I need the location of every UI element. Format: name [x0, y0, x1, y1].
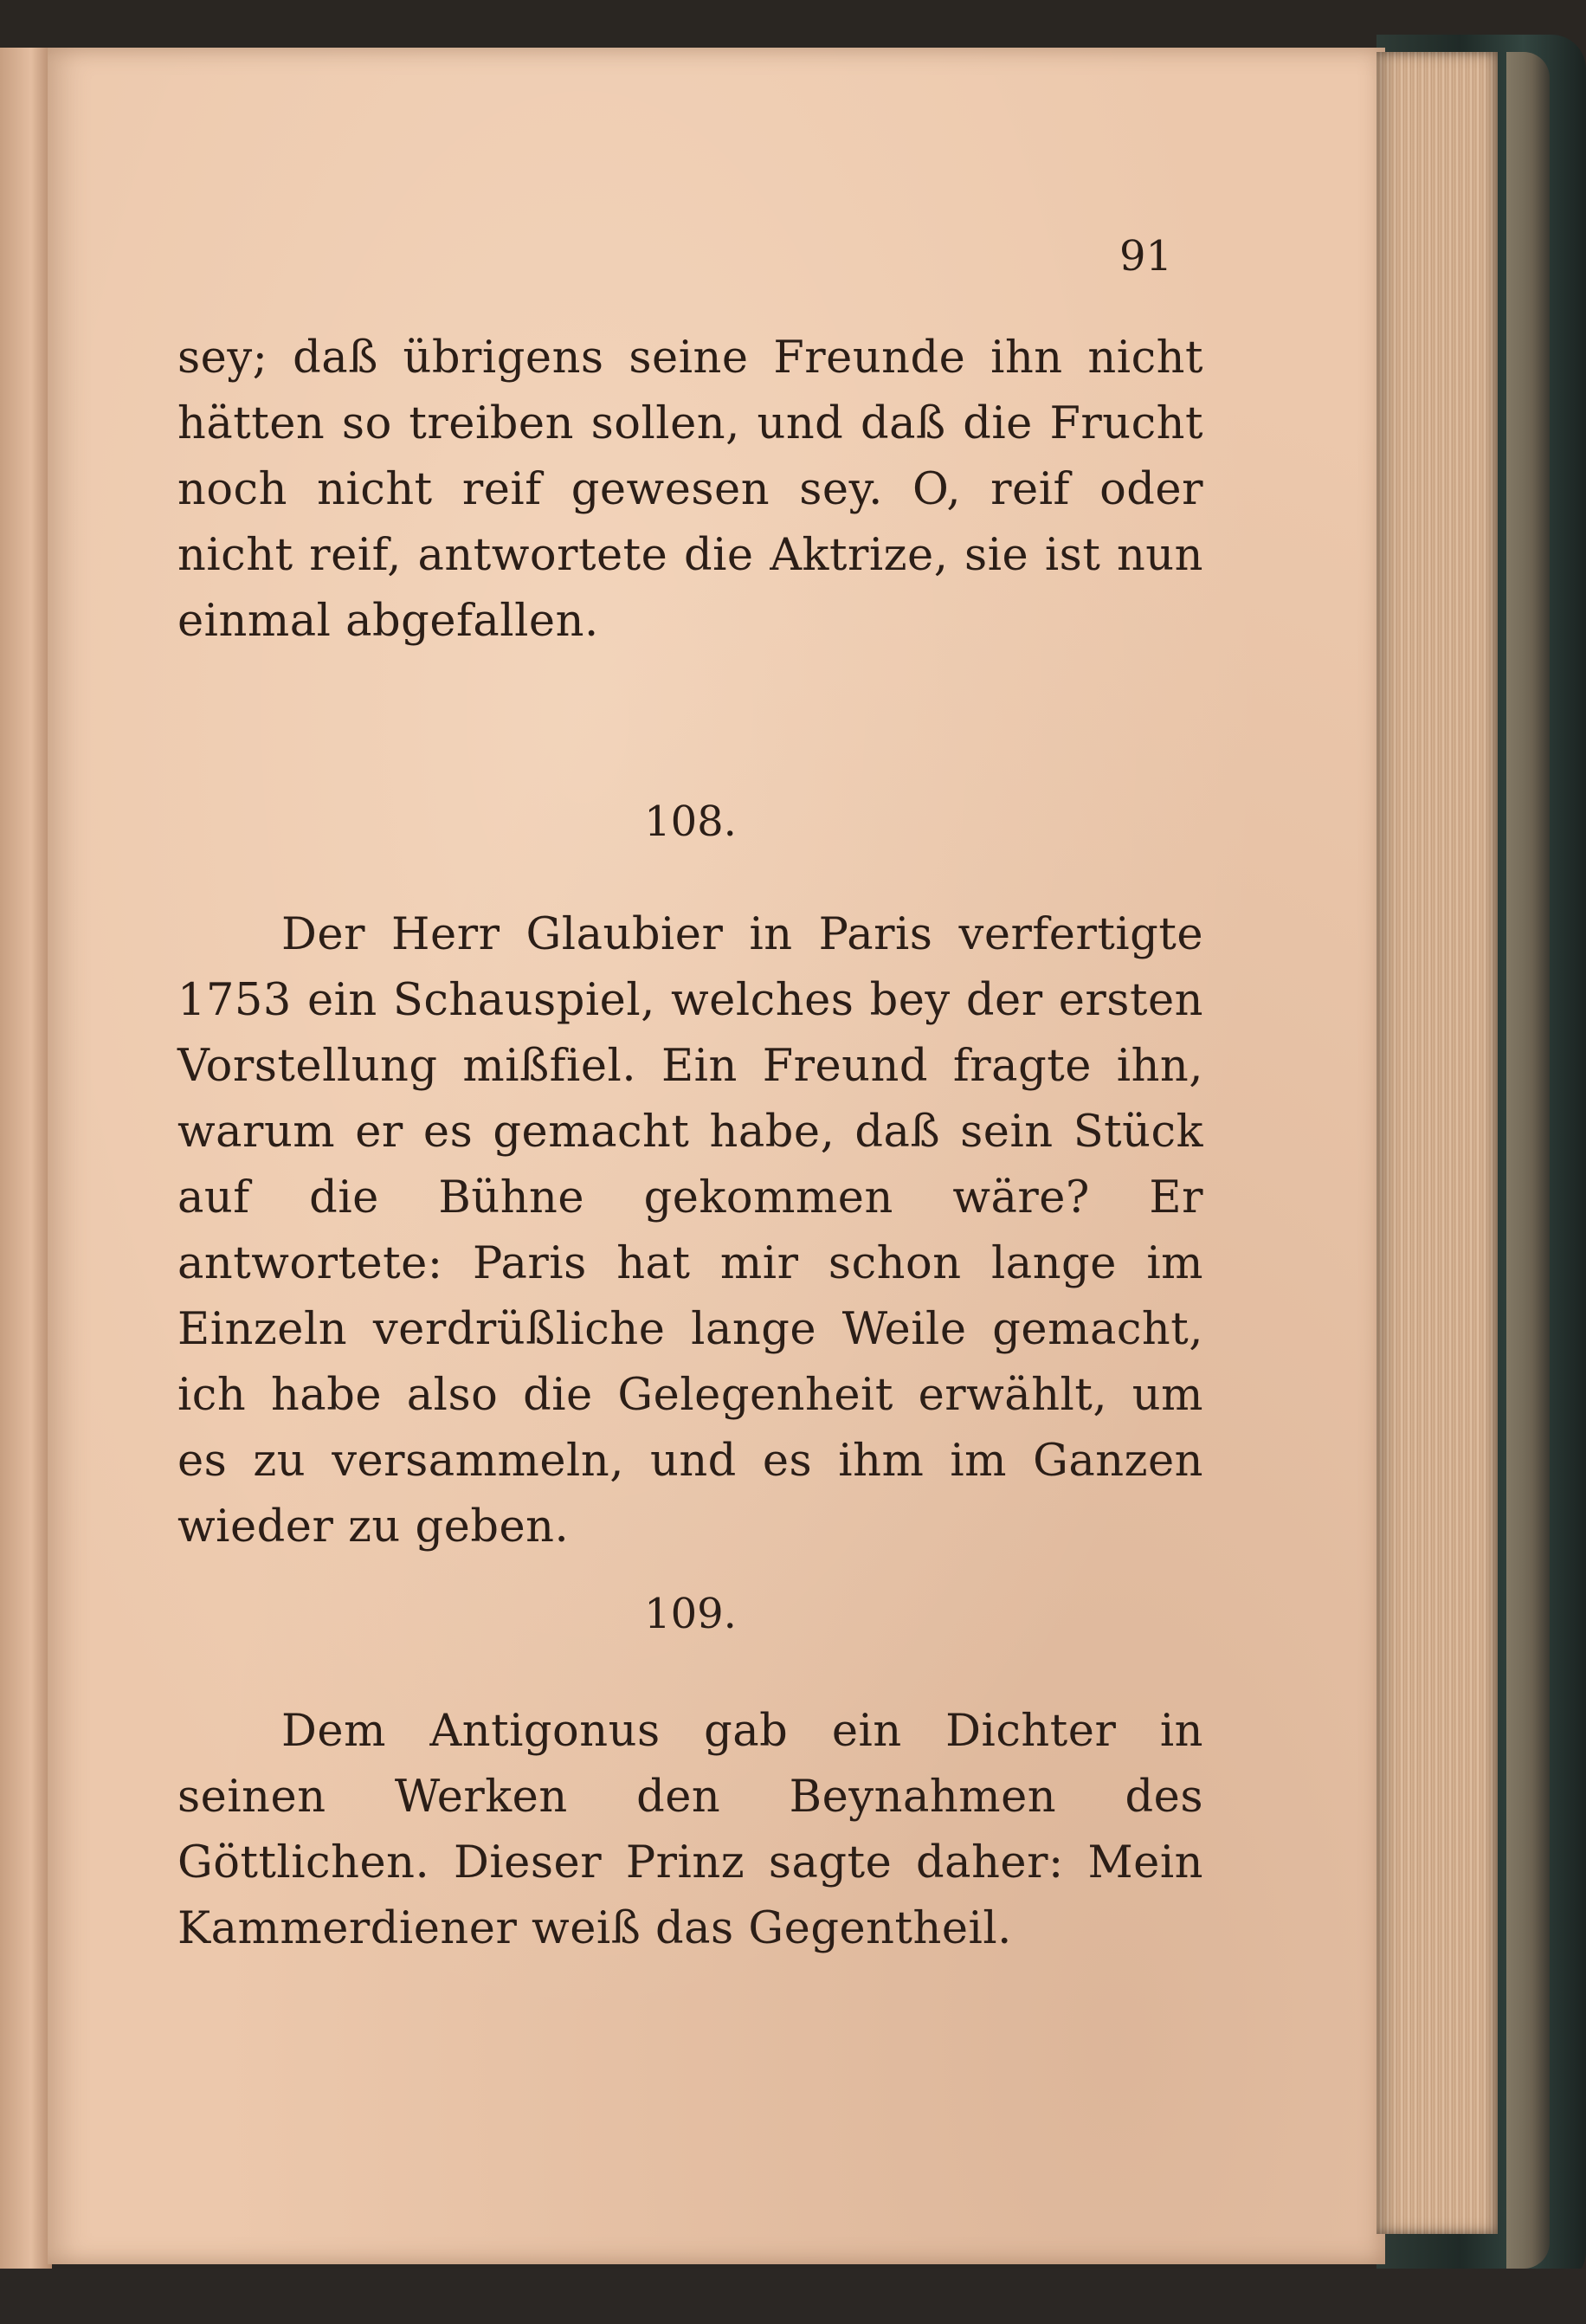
section-number-108: 108. — [644, 797, 737, 846]
paragraph-108: Der Herr Glaubier in Paris verfertigte 1753 ein Schauspiel, welches bey der ersten Vorstellung mißfiel. Ein Freund fragte ihn, warum er es gemacht habe, daß sein Stück auf die Bühne gekommen wäre? Er antwortete: Paris hat mir schon lange im Einzeln verdrüßliche lange Weile gemacht, ich habe also die Gelegenheit erwählt, um es zu versammeln, und es ihm im Ganzen wieder zu geben. — [177, 909, 1203, 1553]
section-number-109: 109. — [644, 1590, 737, 1638]
page-block-edges — [1376, 52, 1498, 2234]
paragraph-109: Dem Antigonus gab ein Dichter in seinen Werken den Beynahmen des Göttlichen. Dieser Prinz sagte daher: Mein Kammerdiener weiß das Gegentheil. — [177, 1706, 1203, 1954]
paragraph-continued: sey; daß übrigens seine Freunde ihn nicht hätten so treiben sollen, und daß die Frucht noch nicht reif gewesen sey. O, reif oder nicht reif, antwortete die Aktrize, sie ist nun einmal abgefallen. — [177, 332, 1203, 647]
left-page-edge — [0, 48, 52, 2299]
scan-background — [0, 2269, 1586, 2324]
page-number: 91 — [1119, 232, 1173, 281]
cover-edge — [1506, 52, 1550, 2269]
